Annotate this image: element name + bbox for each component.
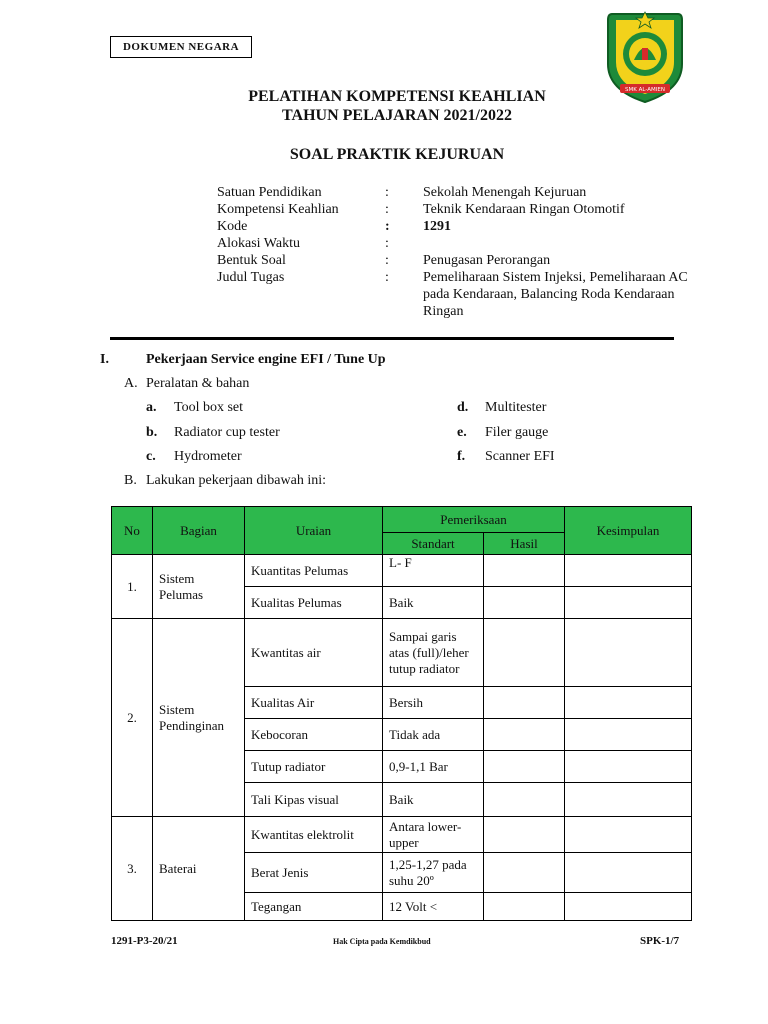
row-kesimpulan[interactable] bbox=[565, 783, 692, 817]
info-value: 1291 bbox=[423, 219, 451, 234]
row-number: 2. bbox=[112, 619, 153, 817]
info-row bbox=[217, 218, 737, 235]
info-row bbox=[217, 235, 737, 252]
row-hasil[interactable] bbox=[484, 719, 565, 751]
row-uraian: Kwantitas elektrolit bbox=[245, 817, 383, 853]
footer-page: SPK-1/7 bbox=[640, 935, 680, 947]
info-value bbox=[423, 269, 723, 320]
info-value-line: Pemeliharaan Sistem Injeksi, Pemeliharaan AC bbox=[423, 270, 688, 285]
row-uraian: Kebocoran bbox=[245, 719, 383, 751]
header-standart: Standart bbox=[383, 533, 484, 555]
tool-letter: d. bbox=[457, 400, 469, 415]
info-colon: : bbox=[385, 270, 389, 285]
info-key: Judul Tugas bbox=[217, 270, 285, 285]
row-uraian: Kuantitas Pelumas bbox=[245, 555, 383, 587]
row-kesimpulan[interactable] bbox=[565, 817, 692, 853]
row-hasil[interactable] bbox=[484, 853, 565, 893]
row-uraian: Kwantitas air bbox=[245, 619, 383, 687]
row-standart: Bersih bbox=[383, 687, 484, 719]
row-kesimpulan[interactable] bbox=[565, 893, 692, 921]
row-kesimpulan[interactable] bbox=[565, 719, 692, 751]
tool-item bbox=[457, 400, 546, 416]
row-standart: Baik bbox=[383, 783, 484, 817]
tool-item bbox=[146, 425, 280, 441]
info-value: Sekolah Menengah Kejuruan bbox=[423, 185, 587, 200]
header-kesimpulan: Kesimpulan bbox=[565, 507, 692, 555]
info-value-line: Ringan bbox=[423, 304, 464, 319]
row-uraian: Tali Kipas visual bbox=[245, 783, 383, 817]
info-value bbox=[423, 235, 723, 252]
row-standart: Sampai garis atas (full)/leher tutup radiator bbox=[383, 619, 484, 687]
info-key: Kompetensi Keahlian bbox=[217, 202, 339, 217]
info-colon: : bbox=[385, 236, 389, 251]
tool-letter: a. bbox=[146, 400, 157, 415]
info-colon: : bbox=[385, 185, 389, 200]
row-bagian: Sistem Pendinginan bbox=[153, 619, 245, 817]
row-kesimpulan[interactable] bbox=[565, 555, 692, 587]
row-number: 3. bbox=[112, 817, 153, 921]
tool-name: Tool box set bbox=[174, 400, 244, 415]
section-number: I. bbox=[100, 352, 109, 367]
title-line-1: PELATIHAN KOMPETENSI KEAHLIAN bbox=[248, 88, 546, 105]
row-uraian: Berat Jenis bbox=[245, 853, 383, 893]
info-value: Teknik Kendaraan Ringan Otomotif bbox=[423, 202, 625, 217]
info-key: Satuan Pendidikan bbox=[217, 185, 322, 200]
row-bagian: Baterai bbox=[153, 817, 245, 921]
tool-letter: b. bbox=[146, 425, 158, 440]
row-hasil[interactable] bbox=[484, 619, 565, 687]
info-value: Penugasan Perorangan bbox=[423, 253, 551, 268]
row-standart: 1,25-1,27 pada suhu 20º bbox=[383, 853, 484, 893]
info-row bbox=[217, 252, 737, 269]
section-title: Pekerjaan Service engine EFI / Tune Up bbox=[146, 352, 386, 367]
footer-code: 1291-P3-20/21 bbox=[111, 935, 178, 947]
subsection-a-text: Peralatan & bahan bbox=[146, 376, 250, 391]
row-uraian: Kualitas Air bbox=[245, 687, 383, 719]
row-hasil[interactable] bbox=[484, 893, 565, 921]
row-hasil[interactable] bbox=[484, 555, 565, 587]
tool-letter: e. bbox=[457, 425, 467, 440]
row-standart: Antara lower-upper bbox=[383, 817, 484, 853]
tool-item bbox=[146, 449, 242, 465]
row-hasil[interactable] bbox=[484, 587, 565, 619]
row-hasil[interactable] bbox=[484, 687, 565, 719]
tool-letter: f. bbox=[457, 449, 466, 464]
info-key: Bentuk Soal bbox=[217, 253, 286, 268]
info-row bbox=[217, 269, 737, 320]
tool-name: Radiator cup tester bbox=[174, 425, 280, 440]
row-standart: Tidak ada bbox=[383, 719, 484, 751]
row-standart: 0,9-1,1 Bar bbox=[383, 751, 484, 783]
footer-copyright: Hak Cipta pada Kemdikbud bbox=[333, 937, 431, 946]
row-hasil[interactable] bbox=[484, 783, 565, 817]
row-bagian: Sistem Pelumas bbox=[153, 555, 245, 619]
row-kesimpulan[interactable] bbox=[565, 853, 692, 893]
tool-letter: c. bbox=[146, 449, 156, 464]
tool-item bbox=[457, 425, 548, 441]
tool-name: Scanner EFI bbox=[485, 449, 555, 464]
info-colon: : bbox=[385, 219, 390, 234]
table-row bbox=[112, 619, 692, 687]
table-row bbox=[112, 555, 692, 587]
row-hasil[interactable] bbox=[484, 751, 565, 783]
info-row bbox=[217, 201, 737, 218]
subsection-b-text: Lakukan pekerjaan dibawah ini: bbox=[146, 473, 326, 488]
subsection-a-label: A. bbox=[124, 376, 138, 391]
row-uraian: Tutup radiator bbox=[245, 751, 383, 783]
row-hasil[interactable] bbox=[484, 817, 565, 853]
info-value-line: pada Kendaraan, Balancing Roda Kendaraan bbox=[423, 287, 675, 302]
row-standart: 12 Volt < bbox=[383, 893, 484, 921]
table-row bbox=[112, 817, 692, 853]
tool-item bbox=[146, 400, 243, 416]
header-no: No bbox=[112, 507, 153, 555]
header-hasil: Hasil bbox=[484, 533, 565, 555]
tool-name: Hydrometer bbox=[174, 449, 242, 464]
subsection-b-label: B. bbox=[124, 473, 137, 488]
header-uraian: Uraian bbox=[245, 507, 383, 555]
header-pemeriksaan: Pemeriksaan bbox=[383, 507, 565, 533]
title-line-2: TAHUN PELAJARAN 2021/2022 bbox=[282, 107, 512, 124]
row-kesimpulan[interactable] bbox=[565, 687, 692, 719]
info-block bbox=[217, 184, 737, 320]
divider-rule bbox=[110, 337, 674, 340]
row-kesimpulan[interactable] bbox=[565, 619, 692, 687]
header-bagian: Bagian bbox=[153, 507, 245, 555]
tool-item bbox=[457, 449, 555, 465]
inspection-table bbox=[111, 506, 692, 921]
info-colon: : bbox=[385, 202, 389, 217]
tool-name: Multitester bbox=[485, 400, 547, 415]
row-number: 1. bbox=[112, 555, 153, 619]
document-subtitle: SOAL PRAKTIK KEJURUAN bbox=[289, 146, 505, 163]
info-key: Kode bbox=[217, 219, 248, 234]
row-uraian: Tegangan bbox=[245, 893, 383, 921]
tool-name: Filer gauge bbox=[485, 425, 549, 440]
row-kesimpulan[interactable] bbox=[565, 587, 692, 619]
document-stamp: DOKUMEN NEGARA bbox=[110, 36, 252, 58]
info-key: Alokasi Waktu bbox=[217, 236, 300, 251]
logo-caption: SMK AL-AMIEN bbox=[625, 87, 665, 93]
row-uraian: Kualitas Pelumas bbox=[245, 587, 383, 619]
row-standart: Baik bbox=[383, 587, 484, 619]
row-kesimpulan[interactable] bbox=[565, 751, 692, 783]
row-standart: L- F bbox=[383, 555, 484, 587]
info-colon: : bbox=[385, 253, 389, 268]
info-row bbox=[217, 184, 737, 201]
